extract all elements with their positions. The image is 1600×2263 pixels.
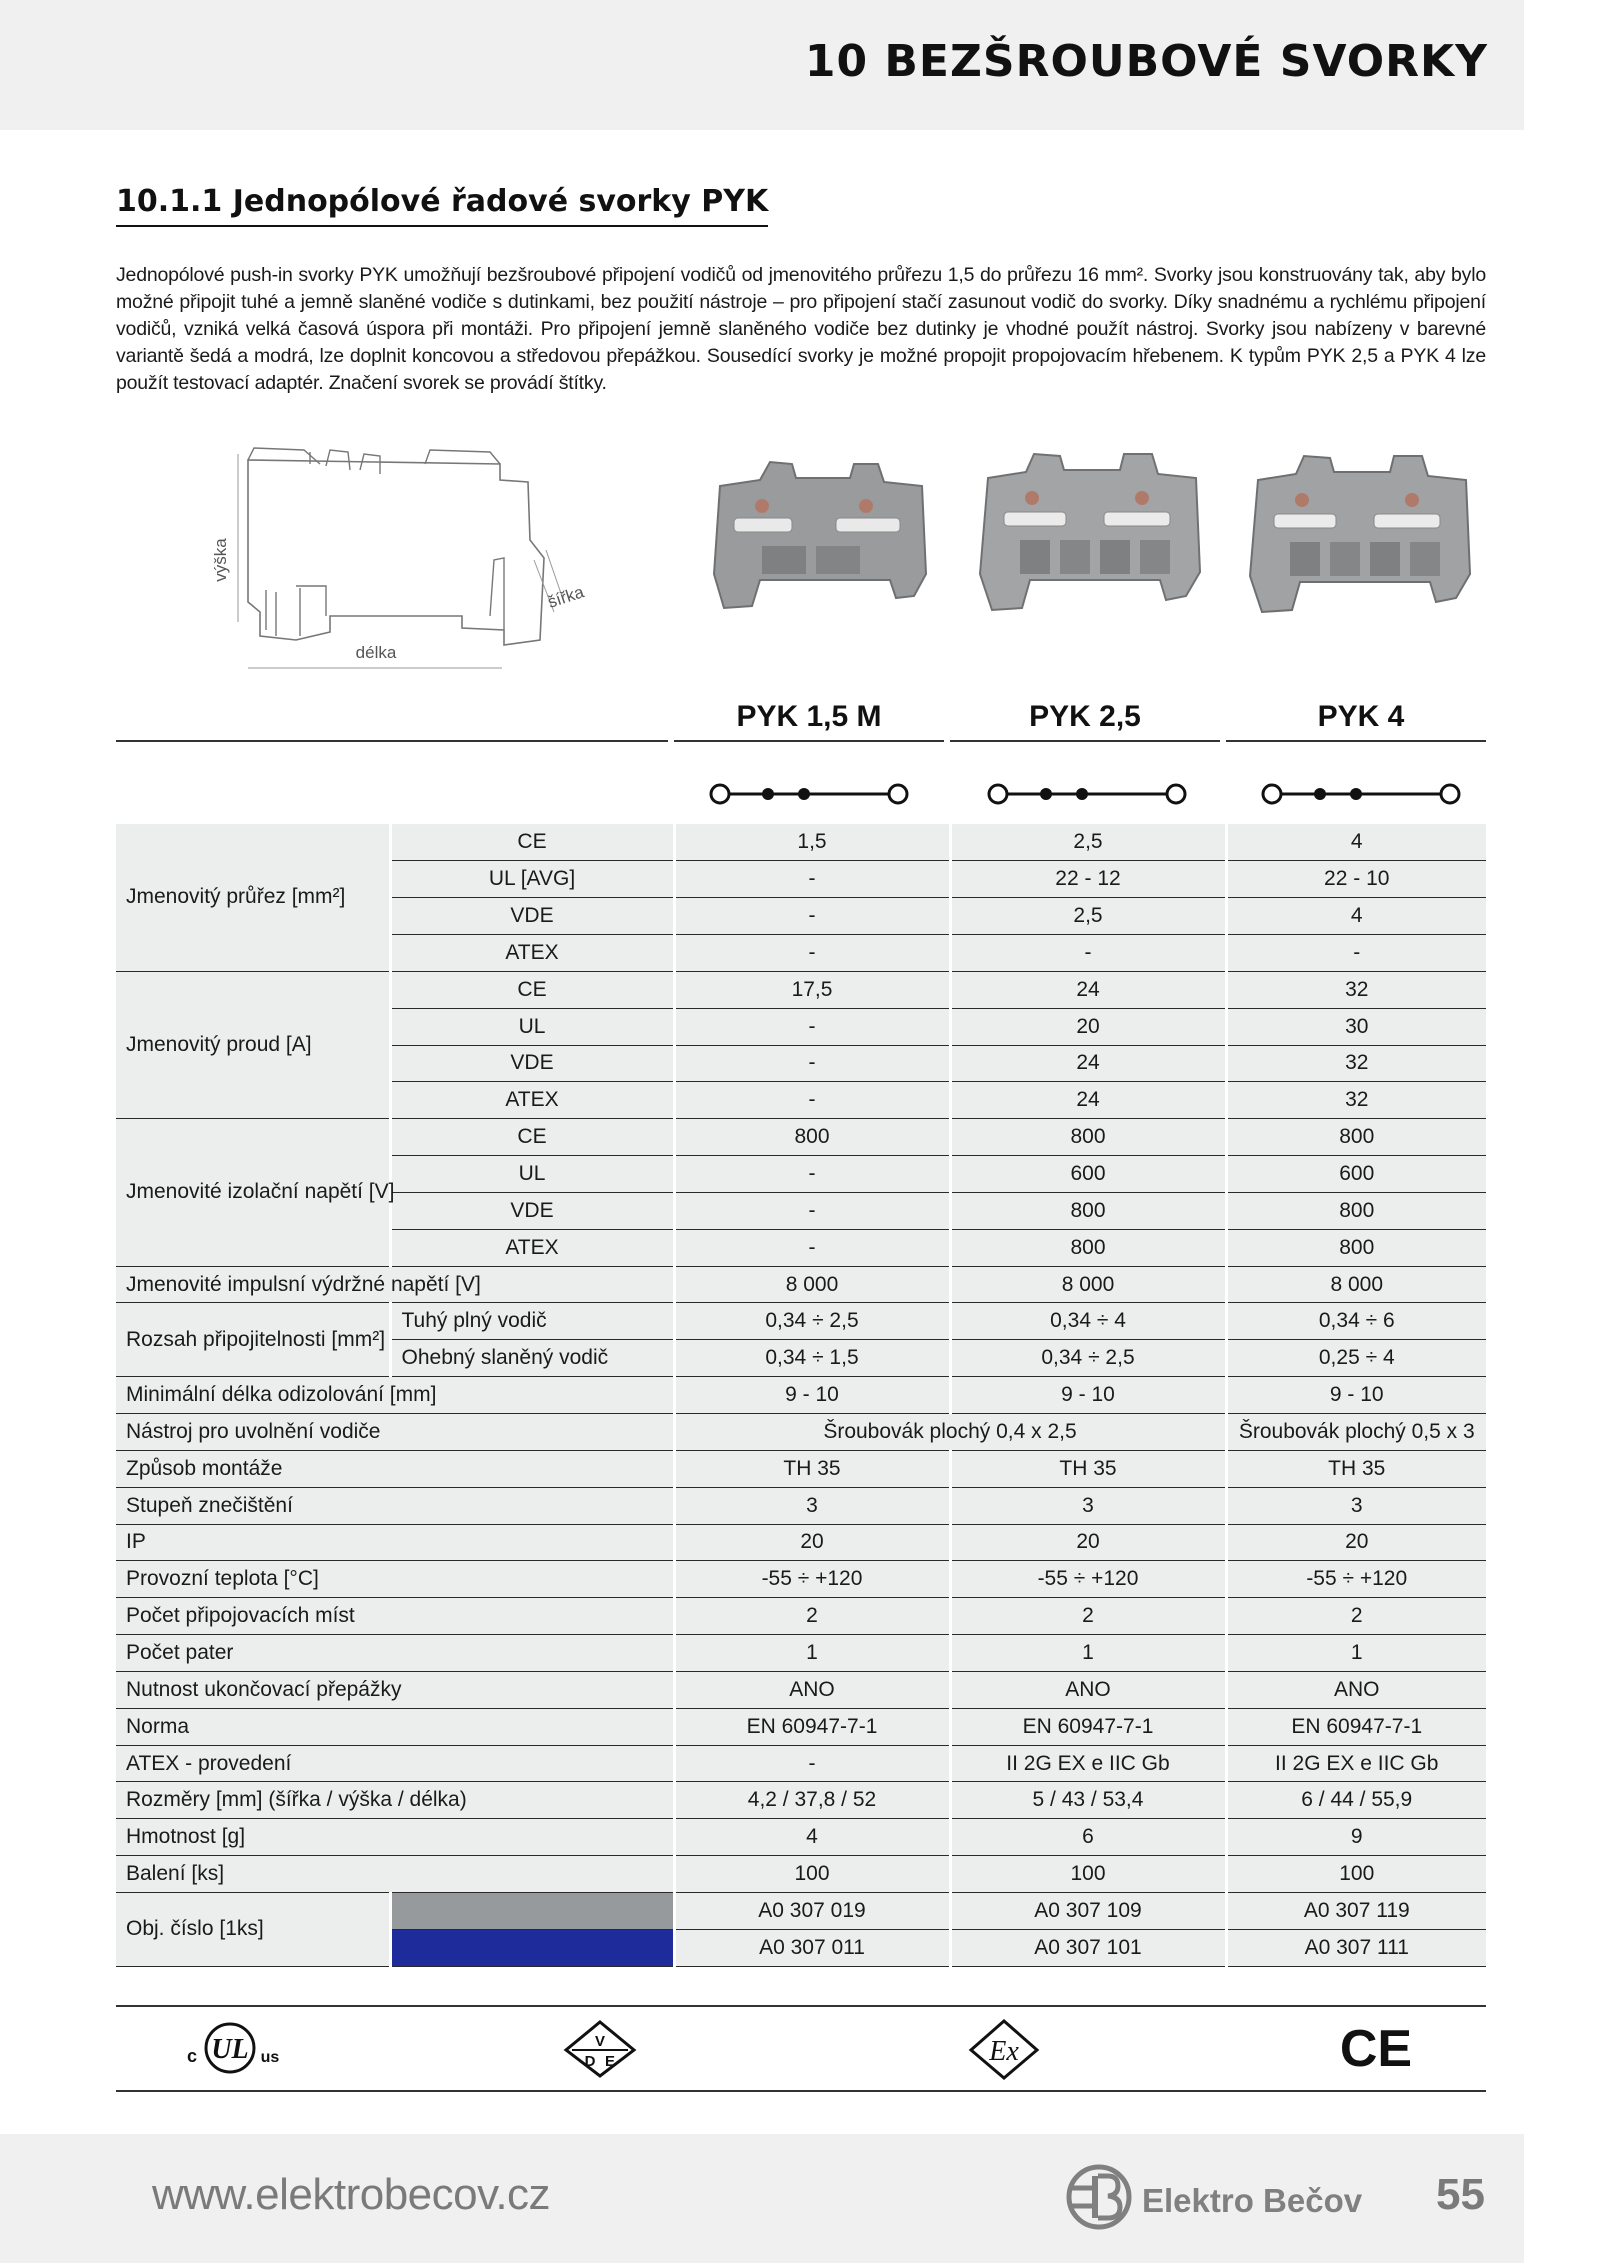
cell: 800 [950, 1192, 1226, 1229]
row-sublabel: ATEX [390, 1082, 674, 1119]
cell: 1,5 [674, 824, 950, 861]
table-row [116, 1708, 1486, 1745]
row-label: Balení [ks] [116, 1856, 674, 1893]
cell: - [674, 1008, 950, 1045]
table-row [116, 1782, 1486, 1819]
cell: 1 [1226, 1635, 1486, 1672]
cell: 4 [1226, 824, 1486, 861]
svg-text:E: E [604, 2053, 616, 2070]
svg-text:c: c [186, 2046, 198, 2066]
cell: 32 [1226, 1045, 1486, 1082]
cell: 6 / 44 / 55,9 [1226, 1782, 1486, 1819]
width-label: šířka [545, 582, 587, 612]
row-label: Jmenovité izolační napětí [V] [116, 1119, 390, 1266]
row-sublabel: UL [390, 1008, 674, 1045]
product-header-1: PYK 1,5 M [736, 700, 882, 733]
length-label: délka [355, 643, 397, 662]
cell: - [674, 1082, 950, 1119]
cell: 2,5 [950, 898, 1226, 935]
svg-text:D: D [584, 2053, 596, 2070]
row-label: Počet připojovacích míst [116, 1598, 674, 1635]
table-row [116, 1119, 1486, 1156]
table-row [116, 1561, 1486, 1598]
cell: 9 [1226, 1819, 1486, 1856]
cell: 800 [1226, 1192, 1486, 1229]
cell: 4 [1226, 898, 1486, 935]
svg-text:Ex: Ex [989, 2036, 1019, 2067]
cell: A0 307 019 [674, 1892, 950, 1929]
intro-paragraph: Jednopólové push-in svorky PYK umožňují bezšroubové připojení vodičů od jmenovitého průřezu 1,5 do průřezu 16 mm². Svorky jsou konstruovány tak, aby bylo možné připojit tuhé a jemně slaněné vodiče s dutinkami, bez použití nástroje – pro připojení stačí zasunout vodič do svorky. Díky snadnému a rychlému připojení vodičů, vzniká velká časová úspora při montáži. Pro připojení jemně slaněného vodiče bez dutinky je vhodné použít nástroj. Svorky jsou nabízeny v barevné variantě šedá a modrá, lze doplnit koncovou a středovou přepážkou. Sousedící svorky je možné propojit propojovacím hřebenem. K typům PYK 2,5 a PYK 4 lze použít testovací adaptér. Značení svorek se provádí štítky. [116, 264, 1486, 394]
cell: 17,5 [674, 971, 950, 1008]
atex-icon [968, 2018, 1040, 2080]
footer-brand: Elektro Bečov [1142, 2182, 1363, 2219]
color-swatch-blue [390, 1929, 674, 1966]
cell: A0 307 109 [950, 1892, 1226, 1929]
cert-rule-bottom [116, 2090, 1486, 2092]
cell: II 2G EX e IIC Gb [1226, 1745, 1486, 1782]
cell: - [674, 861, 950, 898]
cell: 24 [950, 971, 1226, 1008]
page-number: 55 [1436, 2170, 1485, 2219]
row-label: Minimální délka odizolování [mm] [116, 1377, 674, 1414]
cell: 20 [950, 1524, 1226, 1561]
row-label: Rozsah připojitelnosti [mm²] [116, 1303, 390, 1377]
cell: - [950, 935, 1226, 972]
cell: 24 [950, 1082, 1226, 1119]
cell: -55 ÷ +120 [1226, 1561, 1486, 1598]
cell: 100 [1226, 1856, 1486, 1893]
table-row [116, 1377, 1486, 1414]
cell: 22 - 12 [950, 861, 1226, 898]
row-sublabel: ATEX [390, 1229, 674, 1266]
cell: 2 [1226, 1598, 1486, 1635]
cell: 20 [1226, 1524, 1486, 1561]
cell: 600 [950, 1156, 1226, 1193]
row-label: ATEX - provedení [116, 1745, 674, 1782]
elektro-becov-logo-icon [1064, 2162, 1134, 2232]
cell: 0,34 ÷ 2,5 [950, 1340, 1226, 1377]
cell: 32 [1226, 971, 1486, 1008]
terminal-symbol-icon [704, 772, 914, 816]
ce-icon [1336, 2018, 1416, 2078]
cell: - [674, 1192, 950, 1229]
cell: A0 307 111 [1226, 1929, 1486, 1966]
cell: 100 [950, 1856, 1226, 1893]
cell: 5 / 43 / 53,4 [950, 1782, 1226, 1819]
row-label: IP [116, 1524, 674, 1561]
cell: 8 000 [1226, 1266, 1486, 1303]
table-row [116, 1856, 1486, 1893]
terminal-symbol-icon [982, 772, 1192, 816]
header-rule-1 [674, 740, 944, 742]
cell: 9 - 10 [674, 1377, 950, 1414]
row-label: Jmenovitý průřez [mm²] [116, 824, 390, 971]
table-row [116, 1598, 1486, 1635]
header-rule-left [116, 740, 668, 742]
row-sublabel: CE [390, 971, 674, 1008]
row-label: Počet pater [116, 1635, 674, 1672]
cell: A0 307 119 [1226, 1892, 1486, 1929]
row-label: Obj. číslo [1ks] [116, 1892, 390, 1966]
height-label: výška [211, 538, 230, 582]
row-label: Způsob montáže [116, 1450, 674, 1487]
cell: 4,2 / 37,8 / 52 [674, 1782, 950, 1819]
specification-table [116, 824, 1486, 1967]
cell: A0 307 011 [674, 1929, 950, 1966]
cell: 800 [950, 1119, 1226, 1156]
color-swatch-grey [390, 1892, 674, 1929]
row-label: Jmenovitý proud [A] [116, 971, 390, 1118]
cell: 0,34 ÷ 2,5 [674, 1303, 950, 1340]
cell: 20 [674, 1524, 950, 1561]
row-sublabel: Tuhý plný vodič [390, 1303, 674, 1340]
cell: 1 [950, 1635, 1226, 1672]
cell: ANO [950, 1671, 1226, 1708]
svg-text:V: V [594, 2033, 606, 2050]
cell: 32 [1226, 1082, 1486, 1119]
cell: EN 60947-7-1 [674, 1708, 950, 1745]
table-row [116, 1671, 1486, 1708]
row-sublabel: UL [AVG] [390, 861, 674, 898]
cell: A0 307 101 [950, 1929, 1226, 1966]
cell: 3 [674, 1487, 950, 1524]
cell: 800 [1226, 1119, 1486, 1156]
cell: -55 ÷ +120 [950, 1561, 1226, 1598]
cell: Šroubovák plochý 0,4 x 2,5 [674, 1414, 1226, 1451]
cell: - [674, 935, 950, 972]
row-sublabel: UL [390, 1156, 674, 1193]
cell: 2 [950, 1598, 1226, 1635]
row-sublabel: VDE [390, 1192, 674, 1229]
row-sublabel: Ohebný slaněný vodič [390, 1340, 674, 1377]
cell: 0,25 ÷ 4 [1226, 1340, 1486, 1377]
cell: 2 [674, 1598, 950, 1635]
cell: 600 [1226, 1156, 1486, 1193]
cell: TH 35 [1226, 1450, 1486, 1487]
product-header-2: PYK 2,5 [1029, 700, 1141, 733]
cell: 4 [674, 1819, 950, 1856]
cell: 0,34 ÷ 6 [1226, 1303, 1486, 1340]
row-label: Hmotnost [g] [116, 1819, 674, 1856]
cell: 100 [674, 1856, 950, 1893]
cell: II 2G EX e IIC Gb [950, 1745, 1226, 1782]
table-row [116, 1892, 1486, 1929]
table-row [116, 971, 1486, 1008]
table-row [116, 1450, 1486, 1487]
cert-rule-top [116, 2005, 1486, 2007]
row-label: Jmenovité impulsní výdržné napětí [V] [116, 1266, 674, 1303]
row-label: Nástroj pro uvolnění vodiče [116, 1414, 674, 1451]
header-rule-2 [950, 740, 1220, 742]
ul-icon [178, 2018, 288, 2078]
cell: - [674, 898, 950, 935]
cell: TH 35 [674, 1450, 950, 1487]
row-label: Provozní teplota [°C] [116, 1561, 674, 1598]
svg-text:us: us [260, 2049, 280, 2066]
product-header-3: PYK 4 [1317, 700, 1405, 733]
table-row [116, 1635, 1486, 1672]
table-row [116, 1414, 1486, 1451]
cell: Šroubovák plochý 0,5 x 3 [1226, 1414, 1486, 1451]
dimension-drawing [200, 440, 600, 670]
cell: 30 [1226, 1008, 1486, 1045]
svg-text:UL: UL [211, 2034, 249, 2065]
section-title: 10.1.1 Jednopólové řadové svorky PYK [116, 184, 768, 227]
cell: - [674, 1229, 950, 1266]
row-label: Nutnost ukončovací přepážky [116, 1671, 674, 1708]
row-sublabel: CE [390, 824, 674, 861]
row-sublabel: VDE [390, 1045, 674, 1082]
terminal-symbol-icon [1256, 772, 1466, 816]
cell: 24 [950, 1045, 1226, 1082]
cell: - [674, 1156, 950, 1193]
row-label: Norma [116, 1708, 674, 1745]
cell: 22 - 10 [1226, 861, 1486, 898]
cell: 3 [1226, 1487, 1486, 1524]
table-row [116, 1266, 1486, 1303]
cell: ANO [674, 1671, 950, 1708]
cell: 0,34 ÷ 1,5 [674, 1340, 950, 1377]
cell: ANO [1226, 1671, 1486, 1708]
cell: EN 60947-7-1 [950, 1708, 1226, 1745]
cell: 800 [1226, 1229, 1486, 1266]
product-image-pyk-2-5 [970, 450, 1210, 626]
cell: -55 ÷ +120 [674, 1561, 950, 1598]
row-sublabel: VDE [390, 898, 674, 935]
product-image-pyk-1-5-m [700, 456, 940, 624]
row-label: Rozměry [mm] (šířka / výška / délka) [116, 1782, 674, 1819]
table-row [116, 1524, 1486, 1561]
row-label: Stupeň znečištění [116, 1487, 674, 1524]
header-rule-3 [1226, 740, 1486, 742]
cell: 0,34 ÷ 4 [950, 1303, 1226, 1340]
table-row [116, 1487, 1486, 1524]
footer-url[interactable]: www.elektrobecov.cz [152, 2170, 551, 2219]
cell: TH 35 [950, 1450, 1226, 1487]
cell: 2,5 [950, 824, 1226, 861]
cell: 9 - 10 [950, 1377, 1226, 1414]
cell: - [674, 1045, 950, 1082]
cell: 8 000 [674, 1266, 950, 1303]
chapter-title: 10 BEZŠROUBOVÉ SVORKY [804, 36, 1488, 87]
vde-icon [560, 2018, 640, 2078]
row-sublabel: ATEX [390, 935, 674, 972]
cell: - [1226, 935, 1486, 972]
cell: 1 [674, 1635, 950, 1672]
product-image-pyk-4 [1240, 452, 1480, 628]
table-row [116, 1745, 1486, 1782]
cell: 8 000 [950, 1266, 1226, 1303]
table-row [116, 1303, 1486, 1340]
cell: 800 [950, 1229, 1226, 1266]
cell: 9 - 10 [1226, 1377, 1486, 1414]
cell: 6 [950, 1819, 1226, 1856]
cell: 20 [950, 1008, 1226, 1045]
cell: - [674, 1745, 950, 1782]
table-row [116, 824, 1486, 861]
svg-text:CE: CE [1339, 2020, 1413, 2078]
row-sublabel: CE [390, 1119, 674, 1156]
table-row [116, 1819, 1486, 1856]
cell: 3 [950, 1487, 1226, 1524]
cell: EN 60947-7-1 [1226, 1708, 1486, 1745]
cell: 800 [674, 1119, 950, 1156]
